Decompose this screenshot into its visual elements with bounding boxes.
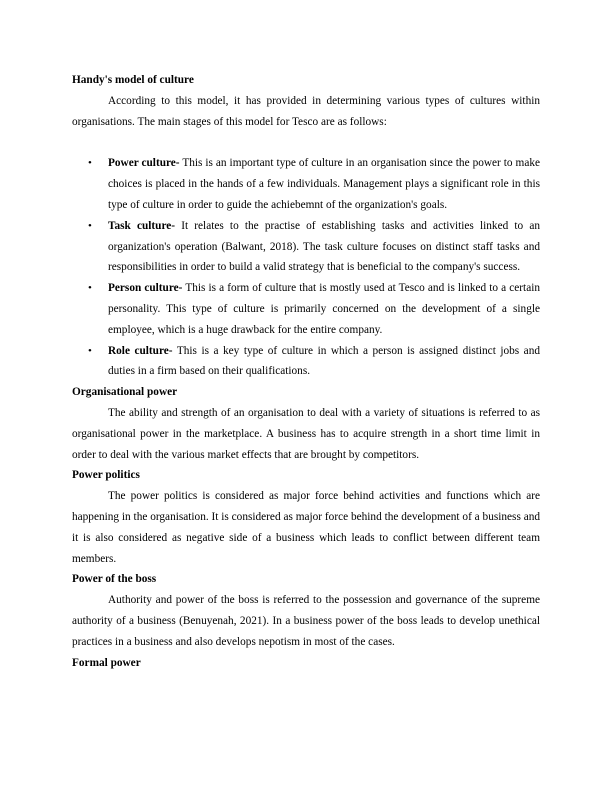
section-heading-formal-power: Formal power xyxy=(72,656,141,669)
power-politics-paragraph: The power politics is considered as major force behind activities and functions which are happening in the organisation. It is considered as major force behind the development of a business and it is also considered as negative side of a business which leads to conflict between different team members. xyxy=(72,490,540,565)
list-item-text: It relates to the practise of establishing tasks and activities linked to an organization's operation (Balwant, 2018). The task culture focuses on distinct staff tasks and responsibilities in order to build a valid strategy that is beneficial to the company's success. xyxy=(108,219,541,274)
bullet-icon: • xyxy=(88,157,92,170)
list-item-text: This is an important type of culture in an organisation since the power to make choices is placed in the hands of a few individuals. Management plays a significant role in this type of culture in order to guide the achiebemnt of the organization's goals. xyxy=(108,157,540,211)
bullet-icon: • xyxy=(88,219,92,232)
list-item-term: Person culture- xyxy=(108,282,183,295)
list-item-term: Task culture- xyxy=(108,219,176,232)
culture-types-list xyxy=(72,153,540,382)
section-heading-power-of-boss: Power of the boss xyxy=(72,573,157,586)
list-item xyxy=(72,216,540,278)
list-item-term: Role culture- xyxy=(108,344,173,357)
list-item xyxy=(72,153,540,215)
power-of-boss-paragraph: Authority and power of the boss is referred to the possession and governance of the supreme authority of a business (Benuyenah, 2021). In a business power of the boss leads to develop unethical practices in a business and also develops nepotism in most of the cases. xyxy=(72,594,540,648)
list-item-text: This is a form of culture that is mostly used at Tesco and is linked to a certain personality. This type of culture is primarily concerned on the development of a single employee, which is a huge drawback for the entire company. xyxy=(108,282,540,336)
section-heading-handys-model: Handy's model of culture xyxy=(72,74,194,86)
list-item xyxy=(72,341,540,383)
bullet-icon: • xyxy=(88,282,92,295)
list-item-text: This is a key type of culture in which a person is assigned distinct jobs and duties in a firm based on their qualifications. xyxy=(108,344,540,378)
intro-paragraph: According to this model, it has provided in determining various types of cultures within organisations. The main stages of this model for Tesco are as follows: xyxy=(72,94,540,128)
bullet-icon: • xyxy=(88,344,92,357)
list-item-term: Power culture- xyxy=(108,157,180,170)
section-heading-organisational-power: Organisational power xyxy=(72,386,178,399)
section-heading-power-politics: Power politics xyxy=(72,469,140,482)
document-page xyxy=(72,70,540,673)
list-item xyxy=(72,278,540,340)
organisational-power-paragraph: The ability and strength of an organisation to deal with a variety of situations is referred to as organisational power in the marketplace. A business has to acquire strength in a short time limit in order to deal with the various market effects that are brought by competitors. xyxy=(72,406,540,461)
